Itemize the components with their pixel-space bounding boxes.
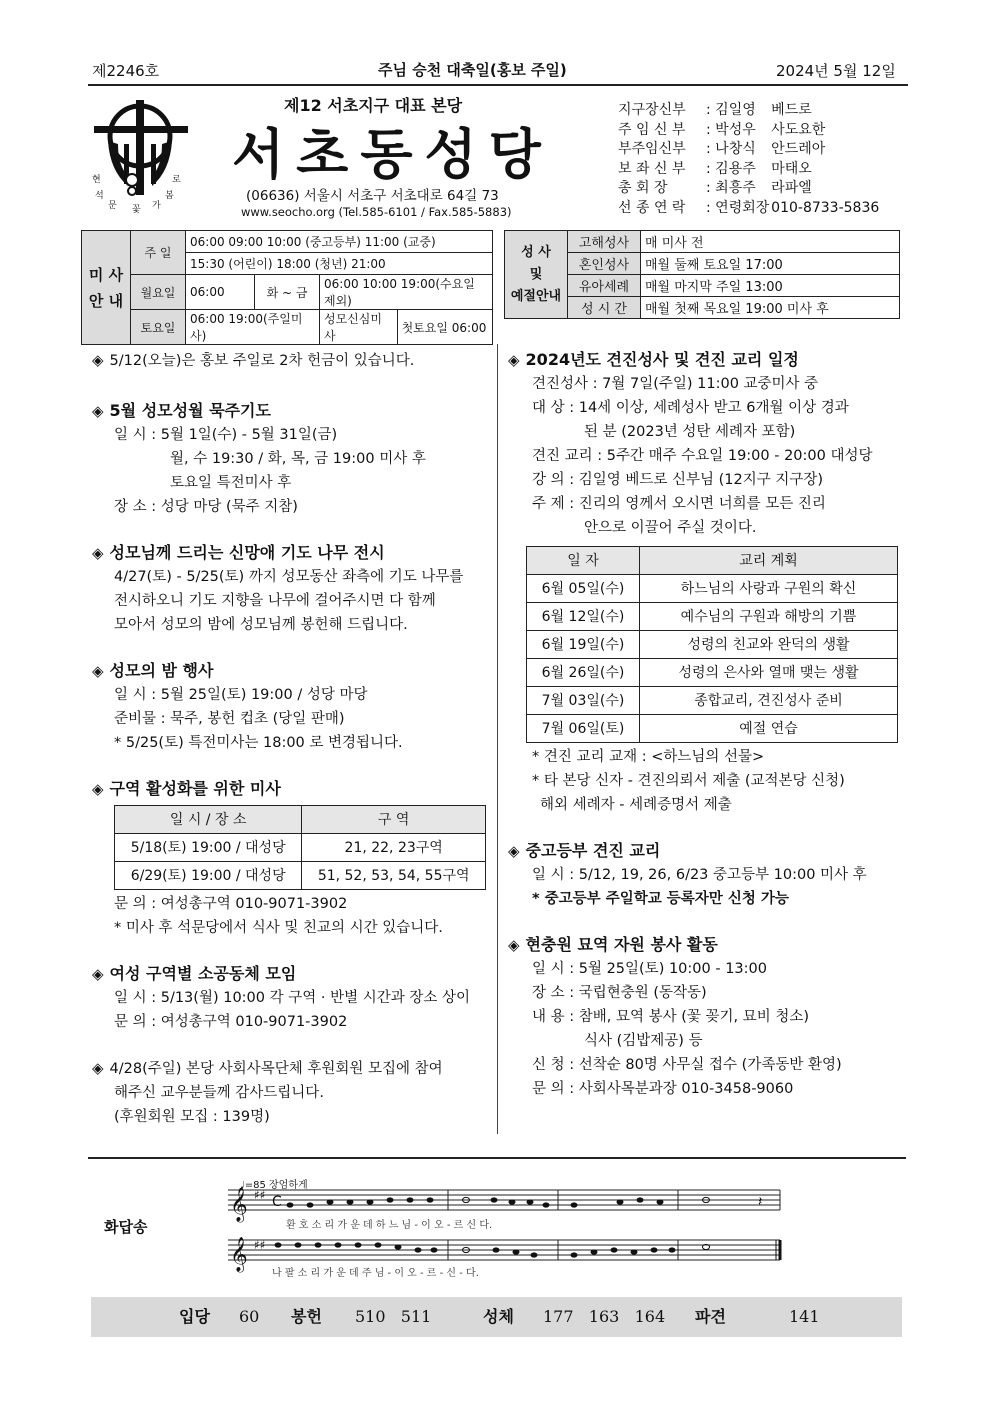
monday-label: 월요일 [131, 275, 186, 310]
youth-date: 일 시 : 5/12, 19, 26, 6/23 중고등부 10:00 미사 후 [532, 867, 867, 883]
section-title: 여성 구역별 소공동체 모임 [109, 964, 297, 983]
table-row: 7월 06일(토) 예절 연습 [527, 715, 898, 743]
tree-line: 4/27(토) - 5/25(토) 까지 성모동산 좌측에 기도 나무를 [114, 569, 464, 585]
sacrament-name: 성 시 간 [568, 297, 641, 319]
psalm-music-score [228, 1188, 788, 1288]
section-title: 성모의 밤 행사 [109, 661, 214, 680]
tue-fri-time: 06:00 10:00 19:00(수요일 제외) [320, 275, 493, 310]
table-header: 일 자 [527, 547, 640, 575]
sunday-label: 주 일 [131, 231, 186, 275]
psalm-divider [88, 1157, 906, 1159]
diamond-bullet-icon: ◈ [508, 936, 520, 954]
svg-text:𝄽: 𝄽 [758, 1194, 763, 1210]
confirm-line: 된 분 (2023년 성탄 세례자 포함) [584, 424, 796, 440]
diamond-bullet-icon: ◈ [92, 662, 104, 680]
sacrament-name: 유아세례 [568, 275, 641, 297]
clergy-row: 지구장신부 : 김일영 베드로 [618, 102, 812, 118]
hymn-bar [91, 1297, 902, 1337]
psalm-tempo: ♩=85 장엄하게 [240, 1180, 308, 1191]
sacrament-value: 매월 둘째 토요일 17:00 [641, 253, 900, 275]
volunteer-line: 문 의 : 사회사목분과장 010-3458-9060 [532, 1081, 794, 1097]
confirm-note: 해외 세례자 - 세례증명서 제출 [540, 797, 732, 813]
table-row: 5/18(토) 19:00 / 대성당 21, 22, 23구역 [115, 834, 486, 862]
confirm-line: 견진성사 : 7월 7일(주일) 11:00 교중미사 중 [532, 376, 819, 392]
section-title: 구역 활성화를 위한 미사 [109, 779, 281, 798]
confirm-line: 강 의 : 김일영 베드로 신부님 (12지구 지구장) [532, 472, 824, 488]
table-row: 6월 12일(수) 예수님의 구원과 해방의 기쁨 [527, 603, 898, 631]
clergy-row: 부주임신부 : 나창식 안드레아 [618, 141, 826, 157]
night-items: 준비물 : 묵주, 봉헌 컵초 (당일 판매) [114, 711, 345, 727]
communion-label: 성체 [483, 1307, 514, 1326]
diamond-bullet-icon: ◈ [92, 965, 104, 983]
thanks-section: ◈ 4/28(주일) 본당 사회사목단체 후원회원 모집에 참여 해주신 교우분들께 감사드립니다. (후원회원 모집 : 139명) [92, 1056, 492, 1129]
mass-label: 미 사 안 내 [82, 231, 131, 345]
church-name: 서초동성당 [232, 123, 553, 186]
catechism-schedule-table [526, 546, 898, 743]
logo-char: 문 [108, 201, 117, 211]
psalm-lyrics-1: 환 호 소 리 가 운 데 하 느 님 - 이 오 - 르 신 다. [286, 1220, 493, 1231]
diamond-bullet-icon: ◈ [92, 351, 104, 369]
confirm-line: 견진 교리 : 5주간 매주 수요일 19:00 - 20:00 대성당 [532, 448, 873, 464]
district-note: * 미사 후 석문당에서 식사 및 친교의 시간 있습니다. [114, 920, 443, 936]
logo-char: 로 [172, 175, 181, 185]
psalm-label: 화답송 [104, 1218, 148, 1236]
staff-2 [228, 1237, 780, 1279]
tue-fri-label: 화 ~ 금 [255, 275, 320, 310]
women-date: 일 시 : 5/13(월) 10:00 각 구역 · 반별 시간과 장소 상이 [114, 990, 470, 1006]
confirm-note: * 타 본당 신자 - 견진의뢰서 제출 (교적본당 신청) [532, 773, 845, 789]
sacrament-name: 고해성사 [568, 231, 641, 253]
church-subtitle: 제12 서초지구 대표 본당 [284, 96, 463, 115]
rosary-date: 일 시 : 5월 1일(수) - 5월 31일(금) [114, 427, 338, 443]
issue-number: 제2246호 [92, 62, 160, 80]
svg-text:♯♯: ♯♯ [254, 1238, 266, 1252]
diamond-bullet-icon: ◈ [508, 351, 520, 369]
clergy-row: 총 회 장 : 최흥주 라파엘 [618, 180, 812, 196]
entrance-number: 60 [239, 1307, 260, 1326]
left-column [92, 348, 492, 1129]
table-header: 구 역 [302, 806, 486, 834]
table-row: 6월 26일(수) 성령의 은사와 열매 맺는 생활 [527, 659, 898, 687]
notice-offertory: ◈ 5/12(오늘)은 홍보 주일로 2차 헌금이 있습니다. [92, 351, 415, 369]
clergy-list [618, 101, 879, 218]
volunteer-line: 식사 (김밥제공) 등 [584, 1033, 703, 1049]
prayer-tree-section [92, 541, 492, 637]
svg-text:𝄞: 𝄞 [230, 1188, 248, 1222]
church-logo [88, 96, 198, 211]
svg-text:𝄞: 𝄞 [230, 1237, 248, 1272]
table-header: 일 시 / 장 소 [115, 806, 302, 834]
recessional-label: 파견 [695, 1307, 726, 1326]
table-row: 6월 05일(수) 하느님의 사랑과 구원의 확신 [527, 575, 898, 603]
women-group-section [92, 962, 492, 1034]
rosary-place: 장 소 : 성당 마당 (묵주 지참) [114, 499, 298, 515]
night-note: * 5/25(토) 특전미사는 18:00 로 변경됩니다. [114, 735, 403, 751]
svg-text:C: C [272, 1194, 282, 1210]
logo-char: 현 [92, 175, 101, 185]
night-date: 일 시 : 5월 25일(토) 19:00 / 성당 마당 [114, 687, 368, 703]
volunteer-line: 일 시 : 5월 25일(토) 10:00 - 13:00 [532, 961, 767, 977]
volunteer-section [508, 933, 904, 1101]
logo-char: 가 [152, 201, 161, 211]
rosary-section [92, 399, 492, 519]
sunday-times-1: 06:00 09:00 10:00 (중고등부) 11:00 (교중) [186, 231, 493, 253]
section-title: 현충원 묘역 자원 봉사 활동 [525, 935, 718, 954]
rosary-saturday: 토요일 특전미사 후 [170, 475, 292, 491]
volunteer-line: 신 청 : 선착순 80명 사무실 접수 (가족동반 환영) [532, 1057, 842, 1073]
offertory-numbers: 510 511 [355, 1307, 432, 1326]
marian-night-section [92, 659, 492, 755]
diamond-bullet-icon: ◈ [92, 402, 104, 420]
volunteer-line: 장 소 : 국립현충원 (동작동) [532, 985, 707, 1001]
saturday-label: 토요일 [131, 310, 186, 345]
saturday-marian: 성모신심미사 [320, 310, 398, 345]
first-saturday: 첫토요일 06:00 [397, 310, 492, 345]
sacrament-name: 혼인성사 [568, 253, 641, 275]
confirmation-section [508, 348, 904, 817]
confirm-line: 안으로 이끌어 주실 것이다. [584, 520, 757, 536]
district-table [114, 805, 486, 890]
psalm-lyrics-2: 나 팔 소 리 가 운 데 주 님 - 이 오 - 르 - 신 - 다. [272, 1268, 479, 1279]
confirm-note: * 견진 교리 교재 : <하느님의 선물> [532, 749, 765, 765]
church-contact: www.seocho.org (Tel.585-6101 / Fax.585-5883) [241, 205, 512, 219]
thanks-line: 해주신 교우분들께 감사드립니다. [114, 1085, 324, 1101]
sacrament-label: 성 사 및 예절안내 [505, 231, 568, 319]
logo-char: 봄 [165, 191, 174, 201]
table-row: 6/29(토) 19:00 / 대성당 51, 52, 53, 54, 55구역 [115, 862, 486, 890]
youth-note: * 중고등부 주일학교 등록자만 신청 가능 [532, 891, 789, 907]
entrance-label: 입당 [179, 1307, 210, 1326]
sacrament-table [504, 230, 900, 319]
sacrament-value: 매 미사 전 [641, 231, 900, 253]
district-mass-section [92, 777, 492, 940]
table-row: 7월 03일(수) 종합교리, 견진성사 준비 [527, 687, 898, 715]
tree-line: 전시하오니 기도 지향을 나무에 걸어주시면 다 함께 [114, 593, 436, 609]
recessional-number: 141 [789, 1307, 820, 1326]
diamond-bullet-icon: ◈ [92, 780, 104, 798]
section-title: 2024년도 견진성사 및 견진 교리 일정 [525, 350, 799, 369]
youth-confirmation-section [508, 839, 904, 911]
staff-1 [228, 1188, 780, 1231]
section-title: 중고등부 견진 교리 [525, 841, 661, 860]
rosary-times: 월, 수 19:30 / 화, 목, 금 19:00 미사 후 [170, 451, 426, 467]
clergy-row: 주 임 신 부 : 박성우 사도요한 [618, 121, 826, 138]
monday-time: 06:00 [186, 275, 255, 310]
section-title: 성모님께 드리는 신망애 기도 나무 전시 [109, 543, 385, 562]
saturday-time: 06:00 19:00(주일미사) [186, 310, 320, 345]
right-column [508, 348, 904, 1101]
table-header: 교리 계획 [640, 547, 898, 575]
sacrament-value: 매월 마지막 주일 13:00 [641, 275, 900, 297]
confirm-line: 주 제 : 진리의 영께서 오시면 너희를 모든 진리 [532, 496, 826, 512]
confirm-line: 대 상 : 14세 이상, 세례성사 받고 6개월 이상 경과 [532, 400, 849, 416]
church-address: (06636) 서울시 서초구 서초대로 64길 73 [246, 188, 499, 204]
mass-schedule-table [81, 230, 493, 345]
clergy-row: 보 좌 신 부 : 김용주 마태오 [618, 160, 812, 177]
logo-char: 석 [95, 191, 104, 201]
diamond-bullet-icon: ◈ [92, 544, 104, 562]
volunteer-line: 내 용 : 참배, 묘역 봉사 (꽃 꽂기, 묘비 청소) [532, 1009, 810, 1025]
diamond-bullet-icon: ◈ [508, 842, 520, 860]
header-divider [88, 84, 908, 86]
diamond-bullet-icon: ◈ [92, 1059, 104, 1077]
sunday-times-2: 15:30 (어린이) 18:00 (청년) 21:00 [186, 253, 493, 275]
logo-char: 꽃 [132, 205, 141, 215]
sacrament-value: 매월 첫째 목요일 19:00 미사 후 [641, 297, 900, 319]
svg-text:♯♯: ♯♯ [254, 1188, 266, 1202]
feast-title: 주님 승천 대축일(홍보 주일) [378, 61, 567, 79]
table-row: 6월 19일(수) 성령의 친교와 완덕의 생활 [527, 631, 898, 659]
clergy-row: 선 종 연 락 : 연령회장 010-8733-5836 [618, 199, 880, 216]
column-divider [497, 344, 498, 1134]
bulletin-date: 2024년 5월 12일 [776, 62, 896, 80]
section-title: 5월 성모성월 묵주기도 [109, 401, 271, 420]
district-contact: 문 의 : 여성총구역 010-9071-3902 [114, 896, 348, 912]
tree-line: 모아서 성모의 밤에 성모님께 봉헌해 드립니다. [114, 617, 408, 633]
offertory-label: 봉헌 [291, 1307, 322, 1326]
communion-numbers: 177 163 164 [543, 1307, 666, 1326]
thanks-count: (후원회원 모집 : 139명) [114, 1109, 270, 1125]
women-contact: 문 의 : 여성총구역 010-9071-3902 [114, 1014, 348, 1030]
